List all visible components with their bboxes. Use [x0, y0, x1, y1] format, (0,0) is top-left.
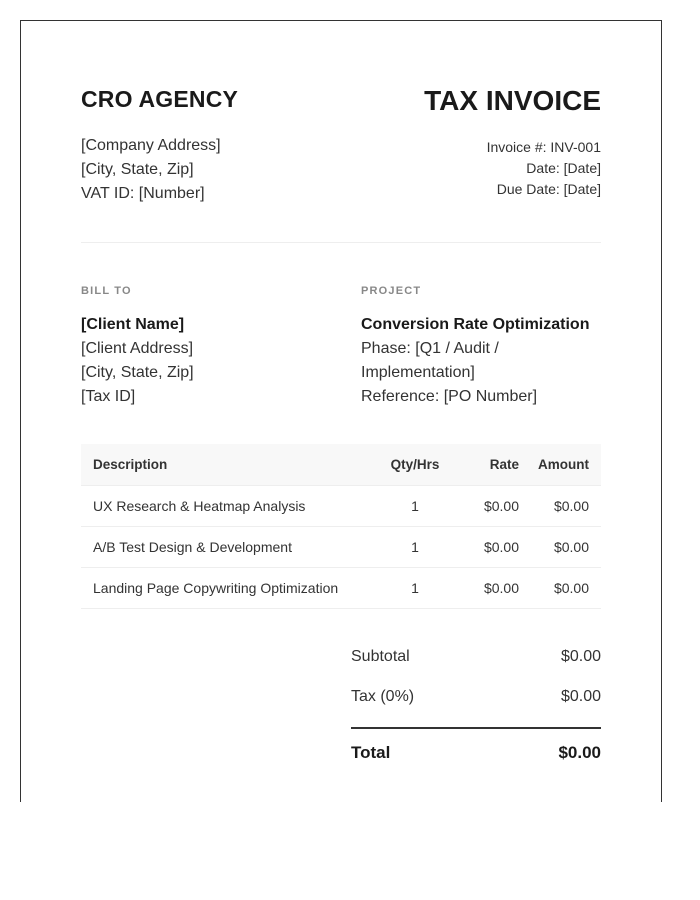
- header-divider: [81, 242, 601, 243]
- row-amount: $0.00: [519, 526, 601, 567]
- invoice-sheet: [20, 20, 662, 802]
- line-items-table: [81, 444, 601, 609]
- row-description: Landing Page Copywriting Optimization: [81, 567, 367, 608]
- row-amount: $0.00: [519, 485, 601, 526]
- tax-row: [351, 677, 601, 717]
- row-description: A/B Test Design & Development: [81, 526, 367, 567]
- header-rate: Rate: [463, 444, 519, 485]
- bill-to-section: [81, 285, 341, 409]
- table-header-row: [81, 444, 601, 485]
- header-description: Description: [81, 444, 367, 485]
- totals-section: [351, 637, 601, 765]
- project-phase-line2: Implementation]: [361, 364, 475, 381]
- row-qty: 1: [367, 485, 463, 526]
- row-qty: 1: [367, 567, 463, 608]
- row-rate: $0.00: [463, 567, 519, 608]
- invoice-meta-block: [487, 137, 601, 200]
- total-label: Total: [351, 743, 391, 762]
- bill-to-label: BILL TO: [81, 285, 132, 297]
- client-address: [Client Address]: [81, 340, 194, 357]
- company-address-block: [81, 134, 221, 206]
- bill-to-details: [81, 313, 341, 409]
- header-qty: Qty/Hrs: [367, 444, 463, 485]
- table-row: [81, 526, 601, 567]
- company-vat-id: VAT ID: [Number]: [81, 185, 205, 202]
- tax-label: Tax (0%): [351, 688, 415, 705]
- total-row: [351, 741, 601, 765]
- client-name: [Client Name]: [81, 316, 185, 333]
- invoice-number: Invoice #: INV-001: [486, 139, 601, 155]
- row-rate: $0.00: [463, 526, 519, 567]
- table-row: [81, 567, 601, 608]
- project-details: [361, 313, 601, 409]
- client-tax-id: [Tax ID]: [81, 388, 136, 405]
- row-rate: $0.00: [463, 485, 519, 526]
- totals-divider: [351, 727, 601, 729]
- company-city-state-zip: [City, State, Zip]: [81, 161, 194, 178]
- tax-value: $0.00: [560, 688, 601, 705]
- subtotal-label: Subtotal: [351, 648, 410, 665]
- total-value: $0.00: [558, 743, 601, 762]
- header-amount: Amount: [519, 444, 601, 485]
- row-description: UX Research & Heatmap Analysis: [81, 485, 367, 526]
- row-amount: $0.00: [519, 567, 601, 608]
- invoice-due-date: Due Date: [Date]: [496, 181, 601, 197]
- subtotal-row: [351, 637, 601, 677]
- company-address: [Company Address]: [81, 137, 221, 154]
- table-body: [81, 485, 601, 608]
- invoice-title: TAX INVOICE: [424, 85, 601, 116]
- invoice-date: Date: [Date]: [526, 160, 601, 176]
- project-name: Conversion Rate Optimization: [361, 316, 590, 333]
- project-phase-line1: Phase: [Q1 / Audit /: [361, 340, 499, 357]
- subtotal-value: $0.00: [560, 648, 601, 665]
- row-qty: 1: [367, 526, 463, 567]
- table-row: [81, 485, 601, 526]
- table-header: [81, 444, 601, 485]
- client-city-state-zip: [City, State, Zip]: [81, 364, 194, 381]
- project-section: [361, 285, 601, 409]
- agency-name: CRO AGENCY: [81, 86, 239, 112]
- project-label: PROJECT: [361, 285, 422, 297]
- project-reference: Reference: [PO Number]: [361, 388, 538, 405]
